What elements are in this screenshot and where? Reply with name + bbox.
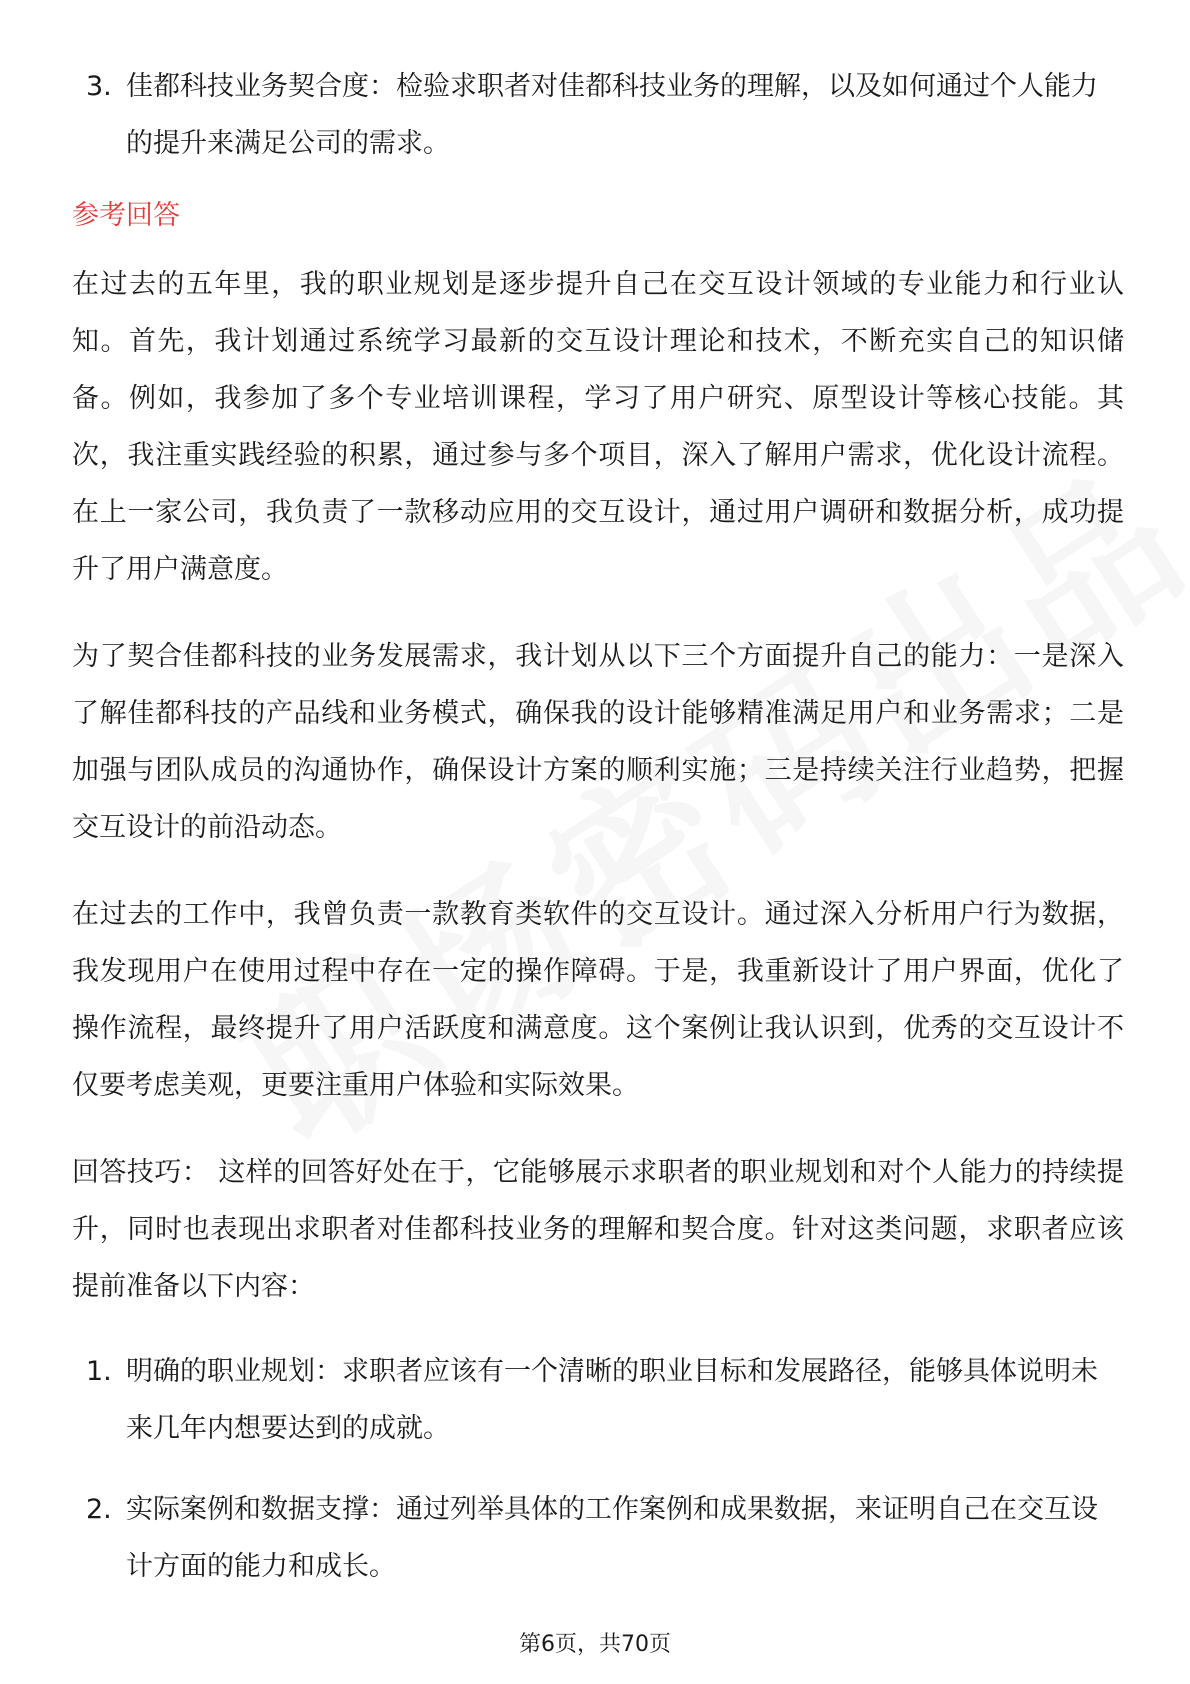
list-item-text: 佳都科技业务契合度：检验求职者对佳都科技业务的理解，以及如何通过个人能力的提升来满足公司的需求。 — [126, 71, 1098, 159]
list-item-1 — [72, 1343, 1124, 1457]
answer-paragraph-3: 在过去的工作中，我曾负责一款教育类软件的交互设计。通过深入分析用户行为数据，我发现用户在使用过程中存在一定的操作障碍。于是，我重新设计了用户界面，优化了操作流程，最终提升了用户活跃度和满意度。这个案例让我认识到，优秀的交互设计不仅要考虑美观，更要注重用户体验和实际效果。 — [72, 899, 1124, 1101]
answer-tips: 回答技巧： 这样的回答好处在于，它能够展示求职者的职业规划和对个人能力的持续提升，同时也表现出求职者对佳都科技业务的理解和契合度。针对这类问题，求职者应该提前准备以下内容： — [72, 1157, 1124, 1302]
answer-paragraph-1: 在过去的五年里，我的职业规划是逐步提升自己在交互设计领域的专业能力和行业认知。首先，我计划通过系统学习最新的交互设计理论和技术，不断充实自己的知识储备。例如，我参加了多个专业培训课程，学习了用户研究、原型设计等核心技能。其次，我注重实践经验的积累，通过参与多个项目，深入了解用户需求，优化设计流程。在上一家公司，我负责了一款移动应用的交互设计，通过用户调研和数据分析，成功提升了用户满意度。 — [72, 269, 1124, 585]
list-number: 2. — [86, 1494, 112, 1525]
section-heading: 参考回答 — [72, 200, 180, 231]
list-item-text: 实际案例和数据支撑：通过列举具体的工作案例和成果数据，来证明自己在交互设计方面的能力和成长。 — [126, 1494, 1098, 1582]
list-number: 1. — [86, 1356, 112, 1387]
list-item-2 — [72, 1481, 1124, 1595]
answer-paragraph-2: 为了契合佳都科技的业务发展需求，我计划从以下三个方面提升自己的能力：一是深入了解佳都科技的产品线和业务模式，确保我的设计能够精准满足用户和业务需求；二是加强与团队成员的沟通协作，确保设计方案的顺利实施；三是持续关注行业趋势，把握交互设计的前沿动态。 — [72, 641, 1124, 843]
list-number: 3. — [86, 71, 112, 102]
list-item-text: 明确的职业规划：求职者应该有一个清晰的职业目标和发展路径，能够具体说明未来几年内想要达到的成就。 — [126, 1356, 1098, 1444]
list-item-3 — [72, 58, 1124, 172]
page-footer: 第6页，共70页 — [519, 1632, 671, 1657]
document-page — [72, 58, 1124, 1595]
